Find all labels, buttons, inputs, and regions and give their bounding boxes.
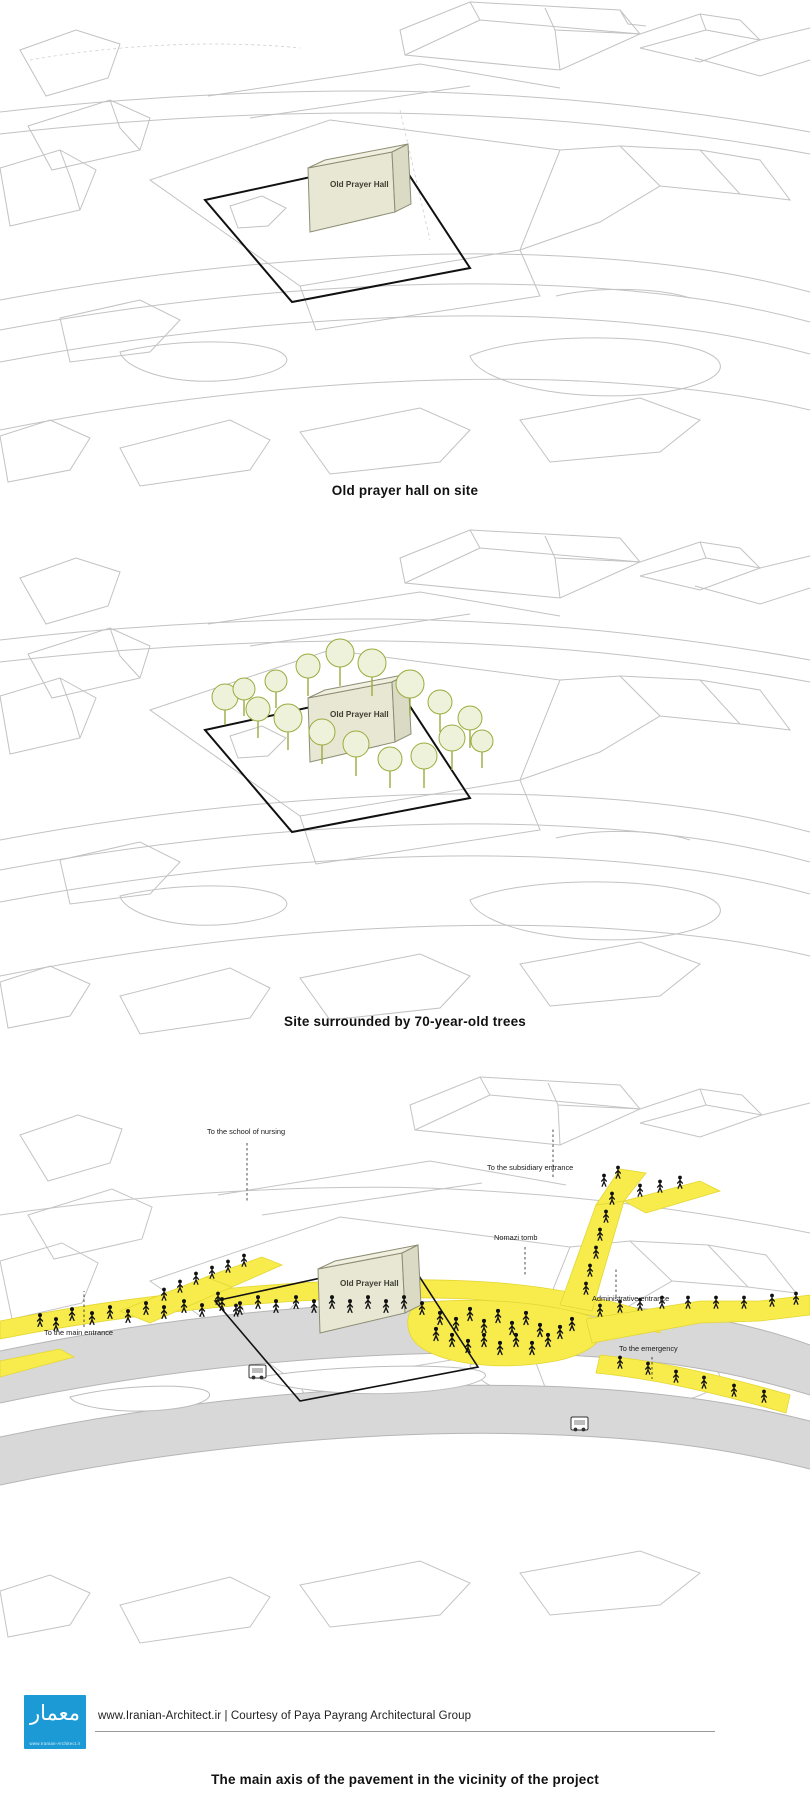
annotation-to-the-main-entrance: To the main entrance (44, 1328, 114, 1337)
building-label-old-prayer-hall-2: Old Prayer Hall (330, 710, 389, 719)
footer-credit: www.Iranian-Architect.ir | Courtesy of Paya Payrang Architectural Group (98, 1710, 472, 1722)
logo-glyph: معمار (29, 1701, 81, 1725)
caption-panel-3: The main axis of the pavement in the vicinity of the project (211, 1772, 599, 1787)
road-surface (0, 1301, 810, 1485)
panel-1-drawing (0, 0, 810, 520)
annotation-to-the-subsidiary-entrance: To the subsidiary entrance (487, 1163, 574, 1172)
annotation-to-the-emergency: To the emergency (619, 1344, 678, 1353)
caption-panel-2: Site surrounded by 70-year-old trees (283, 1014, 527, 1029)
panel-3-drawing (0, 1065, 810, 1797)
panel-site-surrounded-by-trees (0, 520, 810, 1065)
annotation-administrative-entrance: Administrative entrance (592, 1294, 670, 1303)
footer-divider (95, 1731, 715, 1732)
iranian-architect-logo (24, 1695, 86, 1749)
panel-main-axis-of-pavement (0, 1065, 810, 1797)
caption-panel-1: Old prayer hall on site (331, 483, 479, 498)
panel-old-prayer-hall-on-site (0, 0, 810, 520)
annotation-to-the-school-of-nursing: To the school of nursing (207, 1127, 286, 1136)
building-label-old-prayer-hall: Old Prayer Hall (330, 180, 389, 189)
annotation-nomazi-tomb: Nomazi tomb (494, 1233, 538, 1242)
panel-2-drawing (0, 520, 810, 1065)
site-plan-axonometric (0, 0, 810, 520)
building-label-old-prayer-hall-3: Old Prayer Hall (340, 1279, 399, 1288)
footer (0, 1690, 810, 1752)
logo-sub-text: www.Iranian-Architect.ir (29, 1741, 81, 1746)
site-plan-with-trees (0, 520, 810, 1065)
pavement-axis-diagram (0, 1065, 810, 1797)
